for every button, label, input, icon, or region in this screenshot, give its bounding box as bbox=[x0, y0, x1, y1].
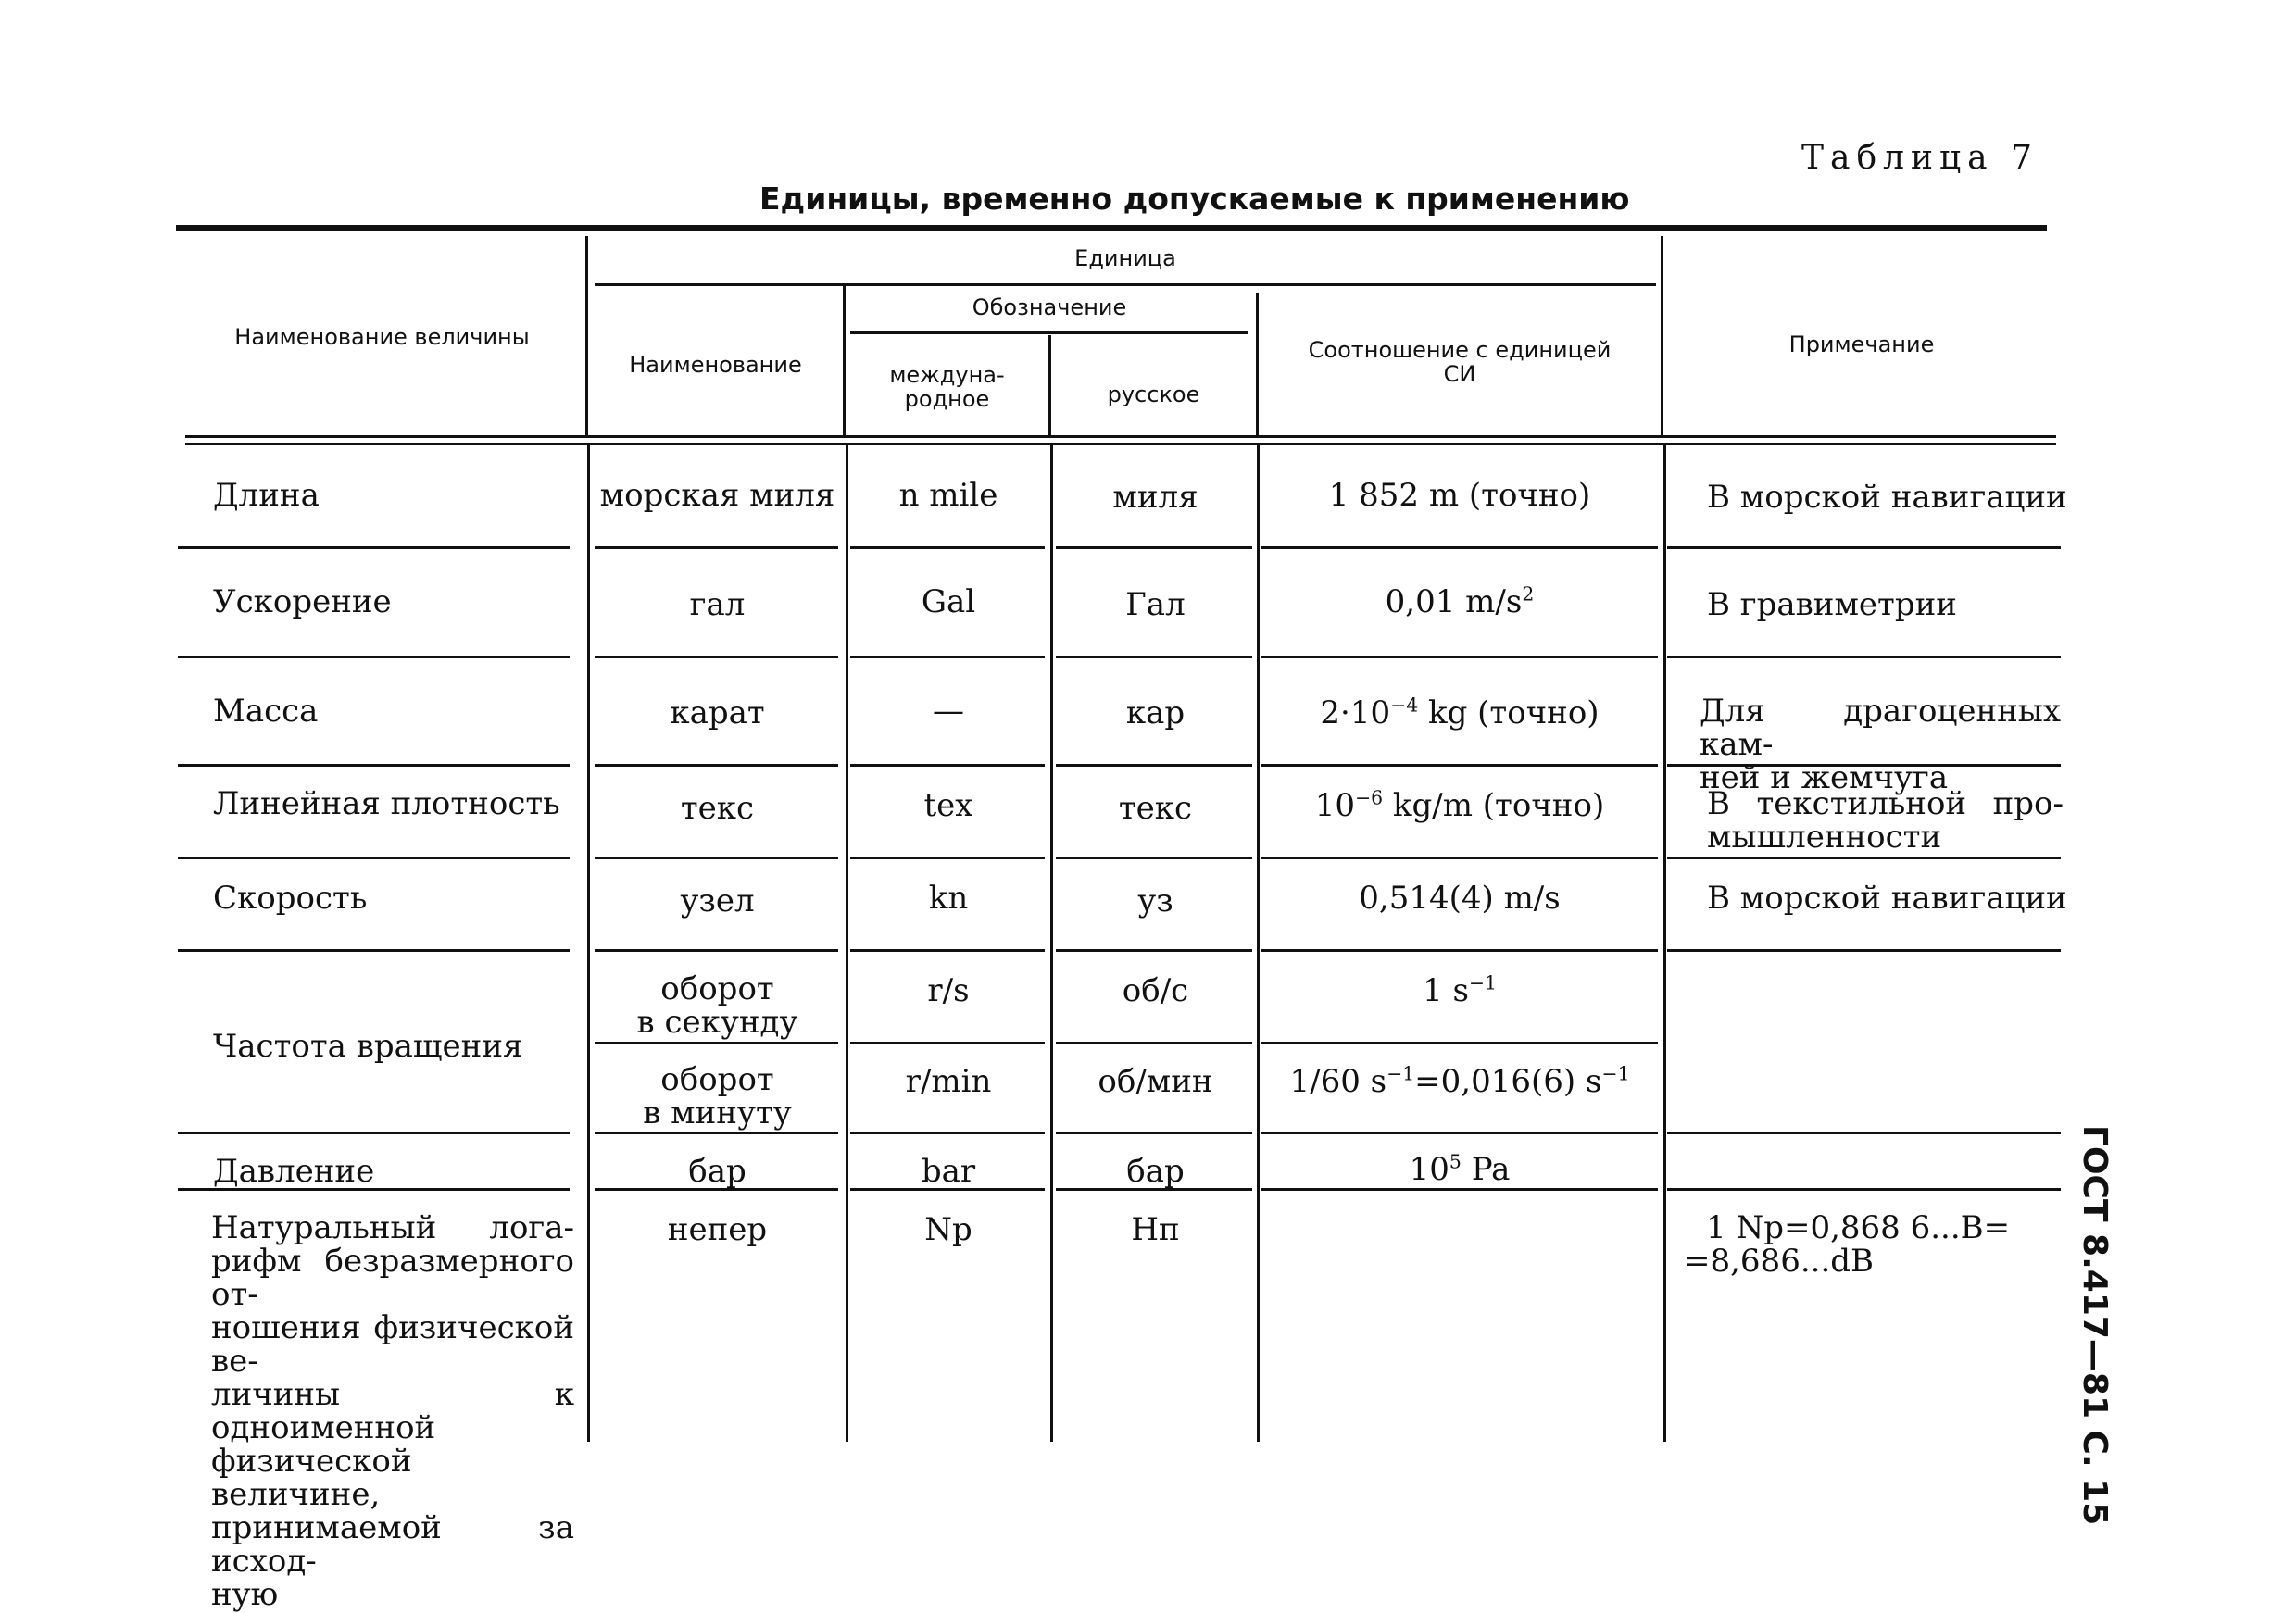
header-vline-4 bbox=[1256, 293, 1259, 435]
row-7-quantity: Давление bbox=[213, 1153, 375, 1190]
row-separator bbox=[1261, 1132, 1658, 1134]
row-separator bbox=[595, 546, 838, 549]
row-8-unit-name: непер bbox=[667, 1211, 768, 1248]
row-5-intl: kn bbox=[928, 880, 969, 917]
row-3-rus: кар bbox=[1125, 694, 1186, 731]
header-unit-name: Наименование bbox=[629, 352, 802, 378]
row-2-intl: Gal bbox=[921, 583, 976, 620]
row-6b-unit-name: оборот в минуту bbox=[643, 1061, 792, 1132]
body-vline-3 bbox=[1050, 445, 1053, 1442]
row-separator bbox=[178, 764, 570, 767]
row-3-quantity: Масса bbox=[213, 693, 319, 730]
row-6-quantity: Частота вращения bbox=[213, 1028, 523, 1065]
row-2-quantity: Ускорение bbox=[213, 583, 392, 620]
row-separator bbox=[1261, 857, 1658, 859]
header-note: Примечание bbox=[1788, 331, 1935, 357]
row-separator bbox=[1261, 546, 1658, 549]
header-vline-1 bbox=[585, 236, 588, 435]
row-3-unit-name: карат bbox=[670, 694, 765, 731]
row-separator bbox=[1056, 857, 1252, 859]
row-separator bbox=[1667, 1188, 2061, 1191]
row-3-intl: — bbox=[933, 693, 964, 730]
designation-rule bbox=[850, 331, 1248, 334]
row-5-unit-name: узел bbox=[680, 882, 755, 919]
row-1-quantity: Длина bbox=[213, 477, 320, 514]
row-separator bbox=[595, 656, 838, 658]
body-vline-5 bbox=[1663, 445, 1666, 1442]
row-separator bbox=[178, 656, 570, 658]
row-7-intl: bar bbox=[921, 1153, 976, 1190]
row-1-relation: 1 852 m (точно) bbox=[1328, 477, 1591, 514]
row-6b-intl: r/min bbox=[905, 1063, 992, 1100]
top-rule bbox=[176, 225, 2047, 231]
row-separator bbox=[1056, 949, 1252, 952]
row-4-unit-name: текс bbox=[680, 790, 755, 827]
row-separator bbox=[1056, 1042, 1252, 1044]
unit-rule bbox=[595, 283, 1656, 286]
row-1-rus: миля bbox=[1112, 479, 1198, 516]
row-separator bbox=[1056, 546, 1252, 549]
header-international: междуна- родное bbox=[889, 362, 1005, 412]
row-separator bbox=[178, 1132, 570, 1134]
row-separator bbox=[1667, 857, 2061, 859]
row-4-rus: текс bbox=[1118, 790, 1193, 827]
table-number: Таблица 7 bbox=[1801, 139, 2039, 177]
row-separator bbox=[595, 949, 838, 952]
row-separator bbox=[1056, 764, 1252, 767]
header-russian: русское bbox=[1107, 381, 1200, 407]
header-vline-5 bbox=[1661, 236, 1663, 435]
row-separator bbox=[1667, 949, 2061, 952]
row-separator bbox=[1261, 949, 1658, 952]
header-designation: Обозначение bbox=[972, 294, 1127, 320]
row-7-rus: бар bbox=[1126, 1153, 1185, 1190]
row-8-intl: Np bbox=[924, 1211, 972, 1248]
row-separator bbox=[850, 1042, 1045, 1044]
row-7-relation: $10^5$ Pa bbox=[1409, 1150, 1511, 1188]
body-vline-2 bbox=[846, 445, 848, 1442]
row-6a-intl: r/s bbox=[927, 972, 970, 1009]
row-separator bbox=[1667, 546, 2061, 549]
row-separator bbox=[595, 1042, 838, 1044]
row-6b-rus: об/мин bbox=[1098, 1063, 1213, 1100]
row-separator bbox=[1261, 764, 1658, 767]
row-separator bbox=[178, 857, 570, 859]
row-separator bbox=[178, 949, 570, 952]
row-6a-unit-name: оборот в секунду bbox=[636, 970, 798, 1041]
row-1-intl: n mile bbox=[898, 477, 998, 514]
row-2-unit-name: гал bbox=[689, 586, 746, 623]
row-4-intl: tex bbox=[923, 787, 973, 824]
row-3-note: Для драгоценных кам- ней и жемчуга bbox=[1700, 693, 2061, 796]
row-5-note: В морской навигации bbox=[1707, 880, 2067, 917]
row-6a-rus: об/с bbox=[1122, 972, 1189, 1009]
row-5-rus: уз bbox=[1137, 882, 1173, 919]
row-6a-relation: 1 $s^{-1}$ bbox=[1423, 971, 1497, 1009]
row-8-rus: Нп bbox=[1131, 1211, 1180, 1248]
row-separator bbox=[850, 857, 1045, 859]
row-5-quantity: Скорость bbox=[213, 880, 368, 917]
row-separator bbox=[850, 1132, 1045, 1134]
row-8-quantity: Натуральный лога- рифм безразмерного от- ношения физической ве- личины к одноименной физической величине, принимаемой за исход- ную bbox=[211, 1209, 574, 1613]
row-4-note: В текстильной про- мышленности bbox=[1707, 785, 2064, 856]
header-unit: Единица bbox=[1074, 245, 1176, 271]
header-rule-1 bbox=[185, 435, 2056, 438]
table-title: Единицы, временно допускаемые к применению bbox=[759, 181, 1630, 217]
row-separator bbox=[850, 764, 1045, 767]
row-separator bbox=[1056, 1132, 1252, 1134]
row-separator bbox=[178, 546, 570, 549]
row-2-rus: Гал bbox=[1125, 586, 1186, 623]
row-separator bbox=[1261, 1042, 1658, 1044]
header-vline-2 bbox=[843, 283, 846, 435]
row-separator bbox=[850, 949, 1045, 952]
row-separator bbox=[595, 1132, 838, 1134]
header-vline-3 bbox=[1048, 335, 1051, 435]
row-separator bbox=[1667, 1132, 2061, 1134]
row-separator bbox=[1667, 656, 2061, 658]
row-4-relation: $10^{-6}$ kg/m (точно) bbox=[1314, 786, 1605, 824]
row-separator bbox=[595, 857, 838, 859]
side-label: ГОСТ 8.417—81 С. 15 bbox=[2076, 1125, 2114, 1526]
row-5-relation: 0,514(4) m/s bbox=[1359, 880, 1561, 917]
row-separator bbox=[1261, 656, 1658, 658]
row-2-relation: 0,01 $m/s^2$ bbox=[1385, 582, 1535, 620]
row-separator bbox=[850, 656, 1045, 658]
row-4-quantity: Линейная плотность bbox=[213, 785, 560, 822]
row-6b-relation: 1/60 $s^{-1}=0,016(6)$ $s^{-1}$ bbox=[1289, 1062, 1630, 1100]
header-quantity: Наименование величины bbox=[234, 324, 530, 350]
row-1-note: В морской навигации bbox=[1707, 479, 2067, 516]
body-vline-1 bbox=[587, 445, 590, 1442]
header-rule-2 bbox=[185, 443, 2056, 445]
row-3-relation: $2\cdot 10^{-4}$ kg (точно) bbox=[1320, 694, 1600, 731]
row-8-note: 1 Np=0,868 6...B= =8,686...dB bbox=[1684, 1209, 2011, 1280]
row-2-note: В гравиметрии bbox=[1707, 586, 1957, 623]
row-separator bbox=[1056, 656, 1252, 658]
row-separator bbox=[1261, 1188, 1658, 1191]
row-7-unit-name: бар bbox=[688, 1153, 747, 1190]
row-separator bbox=[850, 546, 1045, 549]
row-separator bbox=[595, 764, 838, 767]
body-vline-4 bbox=[1257, 445, 1260, 1442]
row-1-unit-name: морская миля bbox=[599, 477, 835, 514]
header-relation: Соотношение с единицей СИ bbox=[1308, 337, 1612, 387]
